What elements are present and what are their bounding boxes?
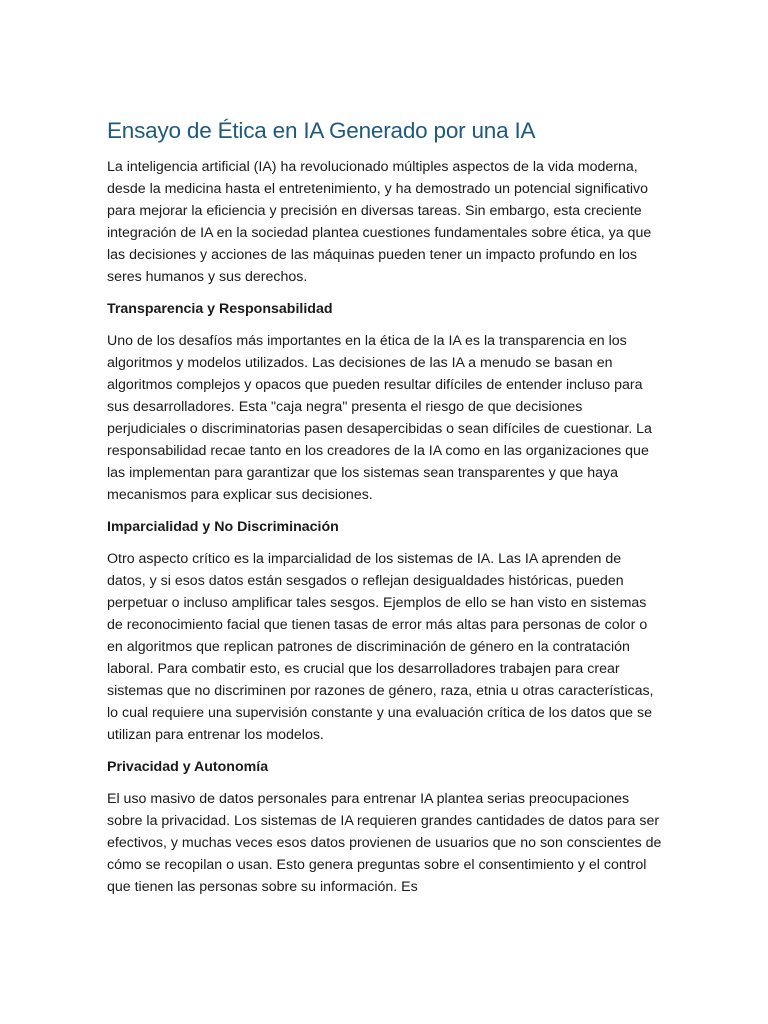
section-heading-impartiality: Imparcialidad y No Discriminación (107, 519, 339, 535)
document-page (107, 116, 663, 908)
section-body-impartiality: Otro aspecto crítico es la imparcialidad de los sistemas de IA. Las IA aprenden de datos, y si esos datos están sesgados o reflejan desigualdades históricas, pueden perpetuar o incluso amplificar tales sesgos. Ejemplos de ello se han visto en sistemas de reconocimiento facial que tienen tasas de error más altas para personas de color o en algoritmos que replican patrones de discriminación de género en la contratación laboral. Para combatir esto, es crucial que los desarrolladores trabajen para crear sistemas que no discriminen por razones de género, raza, etnia u otras características, lo cual requiere una supervisión constante y una evaluación crítica de los datos que se utilizan para entrenar los modelos. (107, 551, 654, 743)
section-body-privacy: El uso masivo de datos personales para entrenar IA plantea serias preocupaciones sobre la privacidad. Los sistemas de IA requieren grandes cantidades de datos para ser efectivos, y muchas veces esos datos provienen de usuarios que no son conscientes de cómo se recopilan o usan. Esto genera preguntas sobre el consentimiento y el control que tienen las personas sobre su información. Es (107, 791, 662, 895)
section-heading-privacy: Privacidad y Autonomía (107, 759, 269, 775)
intro-paragraph: La inteligencia artificial (IA) ha revolucionado múltiples aspectos de la vida moderna, desde la medicina hasta el entretenimiento, y ha demostrado un potencial significativo para mejorar la eficiencia y precisión en diversas tareas. Sin embargo, esta creciente integración de IA en la sociedad plantea cuestiones fundamentales sobre ética, ya que las decisiones y acciones de las máquinas pueden tener un impacto profundo en los seres humanos y sus derechos. (107, 159, 652, 285)
section-body-transparency: Uno de los desafíos más importantes en la ética de la IA es la transparencia en los algoritmos y modelos utilizados. Las decisiones de las IA a menudo se basan en algoritmos complejos y opacos que pueden resultar difíciles de entender incluso para sus desarrolladores. Esta "caja negra" presenta el riesgo de que decisiones perjudiciales o discriminatorias pasen desapercibidas o sean difíciles de cuestionar. La responsabilidad recae tanto en los creadores de la IA como en las organizaciones que las implementan para garantizar que los sistemas sean transparentes y que haya mecanismos para explicar sus decisiones. (107, 333, 652, 503)
document-title: Ensayo de Ética en IA Generado por una IA (107, 118, 536, 143)
section-heading-transparency: Transparencia y Responsabilidad (107, 301, 333, 317)
